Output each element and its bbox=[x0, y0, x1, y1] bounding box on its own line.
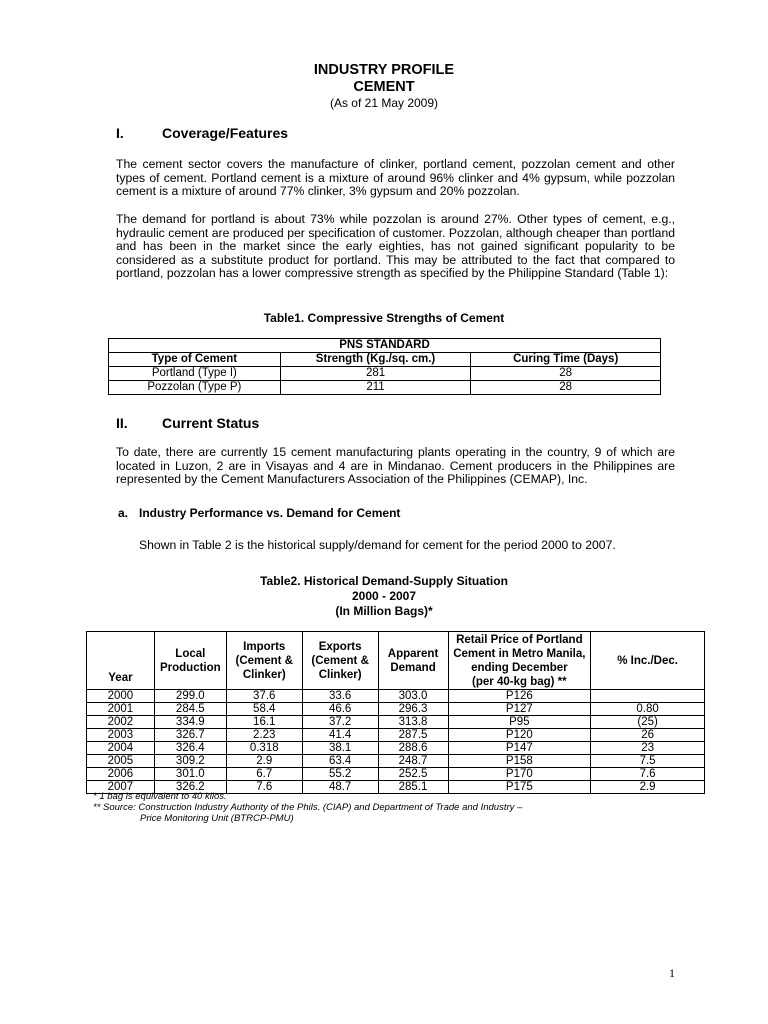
table-cell: 2.9 bbox=[226, 755, 302, 768]
table-cell: 285.1 bbox=[378, 781, 448, 794]
compressive-strength-table bbox=[108, 338, 661, 395]
table-cell: 58.4 bbox=[226, 703, 302, 716]
header-line: Local bbox=[175, 647, 206, 660]
header-line: Retail Price of Portland bbox=[456, 633, 583, 646]
header-line: Production bbox=[159, 661, 221, 674]
table-cell: 326.2 bbox=[154, 781, 226, 794]
table-cell: 2005 bbox=[87, 755, 155, 768]
table-2-col-year bbox=[87, 632, 155, 690]
table-cell: 2006 bbox=[87, 768, 155, 781]
header-line: Clinker) bbox=[242, 668, 286, 681]
table-cell: 309.2 bbox=[154, 755, 226, 768]
table-cell: 334.9 bbox=[154, 716, 226, 729]
table-cell: 326.7 bbox=[154, 729, 226, 742]
table-cell: 7.6 bbox=[226, 781, 302, 794]
table-cell: 2004 bbox=[87, 742, 155, 755]
section-2-number: II. bbox=[116, 415, 128, 431]
table-cell: 303.0 bbox=[378, 690, 448, 703]
subsection-a-paragraph: Shown in Table 2 is the historical supply/demand for cement for the period 2000 to 2007. bbox=[139, 538, 616, 552]
date-line: (As of 21 May 2009) bbox=[329, 96, 439, 110]
header-line: Apparent bbox=[387, 647, 439, 660]
table-cell: 23 bbox=[591, 742, 705, 755]
header-line: ending December bbox=[471, 661, 568, 674]
table-cell: (25) bbox=[591, 716, 705, 729]
table-cell: 63.4 bbox=[302, 755, 378, 768]
table-cell: 41.4 bbox=[302, 729, 378, 742]
table-2-header-row bbox=[87, 632, 705, 690]
page-title: INDUSTRY PROFILE bbox=[313, 62, 455, 78]
table-cell: 248.7 bbox=[378, 755, 448, 768]
header-line: % Inc./Dec. bbox=[617, 654, 678, 667]
table-1-col-strength: Strength (Kg./sq. cm.) bbox=[280, 353, 471, 367]
table-cell: 301.0 bbox=[154, 768, 226, 781]
table-cell: 2000 bbox=[87, 690, 155, 703]
header-line: Exports bbox=[318, 640, 362, 653]
table-cell: P158 bbox=[448, 755, 591, 768]
table-cell: 7.6 bbox=[591, 768, 705, 781]
table-cell: 287.5 bbox=[378, 729, 448, 742]
table-cell: 2007 bbox=[87, 781, 155, 794]
table-cell: 296.3 bbox=[378, 703, 448, 716]
section-2-title: Current Status bbox=[162, 415, 260, 431]
table-cell: 288.6 bbox=[378, 742, 448, 755]
table-1-group-header: PNS STANDARD bbox=[109, 339, 661, 353]
table-cell: P170 bbox=[448, 768, 591, 781]
table-cell: 26 bbox=[591, 729, 705, 742]
page-number: 1 bbox=[669, 966, 675, 980]
header-line: Cement in Metro Manila, bbox=[453, 647, 586, 660]
table-2-col-year-label: Year bbox=[108, 672, 133, 684]
table-row bbox=[87, 742, 705, 755]
table-cell bbox=[591, 690, 705, 703]
table-cell: 211 bbox=[280, 381, 471, 395]
table-cell: 2.23 bbox=[226, 729, 302, 742]
table-row bbox=[87, 729, 705, 742]
footnote-2: ** Source: Construction Industry Authority of the Phils. (CIAP) and Department of Trade and Industry – bbox=[93, 802, 523, 813]
table-cell: 38.1 bbox=[302, 742, 378, 755]
table-cell: Pozzolan (Type P) bbox=[109, 381, 281, 395]
table-cell: 28 bbox=[471, 367, 661, 381]
table-cell: 284.5 bbox=[154, 703, 226, 716]
table-cell: 2001 bbox=[87, 703, 155, 716]
page-subtitle: CEMENT bbox=[353, 79, 415, 95]
table-cell: 7.5 bbox=[591, 755, 705, 768]
table-2-col-imports bbox=[226, 632, 302, 690]
table-cell: 55.2 bbox=[302, 768, 378, 781]
table-1-group-header-row bbox=[109, 339, 661, 353]
table-cell: 2002 bbox=[87, 716, 155, 729]
table-cell: 326.4 bbox=[154, 742, 226, 755]
table-row bbox=[109, 367, 661, 381]
table-cell: 33.6 bbox=[302, 690, 378, 703]
table-cell: 6.7 bbox=[226, 768, 302, 781]
section-1-paragraph-1: The cement sector covers the manufacture of clinker, portland cement, pozzolan cement and other types of cement. Portland cement is a mixture of around 96% clinker and 4% gypsum, while pozzolan cement is a mixture of around 77% clinker, 3% gypsum and 20% pozzolan. bbox=[116, 157, 675, 199]
table-cell: 0.80 bbox=[591, 703, 705, 716]
table-2-col-local-production bbox=[154, 632, 226, 690]
table-2-caption-line-1: Table2. Historical Demand-Supply Situation bbox=[260, 574, 508, 588]
section-1-number: I. bbox=[116, 125, 124, 141]
section-1-title: Coverage/Features bbox=[162, 125, 289, 141]
table-cell: 46.6 bbox=[302, 703, 378, 716]
header-line: Imports bbox=[243, 640, 286, 653]
table-cell: 2003 bbox=[87, 729, 155, 742]
header-line: (per 40-kg bag) ** bbox=[472, 675, 567, 688]
header-line: (Cement & bbox=[311, 654, 369, 667]
table-cell: P147 bbox=[448, 742, 591, 755]
table-cell: 16.1 bbox=[226, 716, 302, 729]
table-1-col-type: Type of Cement bbox=[109, 353, 281, 367]
table-cell: 48.7 bbox=[302, 781, 378, 794]
subsection-a-label: a. bbox=[118, 506, 129, 520]
footnote-1: * 1 bag is equivalent to 40 kilos. bbox=[93, 791, 227, 802]
table-row bbox=[87, 690, 705, 703]
table-1-col-curing: Curing Time (Days) bbox=[471, 353, 661, 367]
header-line: (Cement & bbox=[235, 654, 293, 667]
table-cell: P120 bbox=[448, 729, 591, 742]
table-cell: 252.5 bbox=[378, 768, 448, 781]
table-cell: 281 bbox=[280, 367, 471, 381]
table-2-body bbox=[87, 690, 705, 794]
table-2-caption-line-3: (In Million Bags)* bbox=[335, 604, 433, 618]
table-row bbox=[87, 768, 705, 781]
table-cell: 313.8 bbox=[378, 716, 448, 729]
table-1-caption: Table1. Compressive Strengths of Cement bbox=[263, 311, 505, 325]
table-cell: 299.0 bbox=[154, 690, 226, 703]
table-2-caption-line-2: 2000 - 2007 bbox=[351, 589, 417, 603]
subsection-a-title: Industry Performance vs. Demand for Cement bbox=[139, 506, 401, 520]
table-row bbox=[87, 716, 705, 729]
table-2-col-exports bbox=[302, 632, 378, 690]
table-cell: 28 bbox=[471, 381, 661, 395]
table-row bbox=[87, 755, 705, 768]
table-row bbox=[87, 703, 705, 716]
footnote-3: Price Monitoring Unit (BTRCP-PMU) bbox=[140, 813, 294, 824]
table-cell: P127 bbox=[448, 703, 591, 716]
table-cell: Portland (Type I) bbox=[109, 367, 281, 381]
table-cell: 2.9 bbox=[591, 781, 705, 794]
table-2-col-pct-change bbox=[591, 632, 705, 690]
table-row bbox=[109, 381, 661, 395]
table-2-col-apparent-demand bbox=[378, 632, 448, 690]
section-1-paragraph-2: The demand for portland is about 73% while pozzolan is around 27%. Other types of cement, e.g., hydraulic cement are produced per specification of customer. Pozzolan, although cheaper than portland and has been in the market since the early eighties, has not gained significant popularity to be considered as a substitute product for portland. This may be attributed to the fact that compared to portland, pozzolan has a lower compressive strength as specified by the Philippine Standard (Table 1): bbox=[116, 212, 675, 281]
table-cell: P126 bbox=[448, 690, 591, 703]
section-2-paragraph-1: To date, there are currently 15 cement manufacturing plants operating in the country, 9 of which are located in Luzon, 2 are in Visayas and 4 are in Mindanao. Cement producers in the Philippines are represented by the Cement Manufacturers Association of the Philippines (CEMAP), Inc. bbox=[116, 445, 675, 487]
table-cell: P175 bbox=[448, 781, 591, 794]
table-1-header-row bbox=[109, 353, 661, 367]
table-cell: 37.2 bbox=[302, 716, 378, 729]
demand-supply-table bbox=[86, 631, 705, 794]
header-line: Demand bbox=[390, 661, 436, 674]
table-cell: P95 bbox=[448, 716, 591, 729]
table-2-col-retail-price bbox=[448, 632, 591, 690]
table-cell: 0.318 bbox=[226, 742, 302, 755]
header-line: Clinker) bbox=[318, 668, 362, 681]
table-cell: 37.6 bbox=[226, 690, 302, 703]
